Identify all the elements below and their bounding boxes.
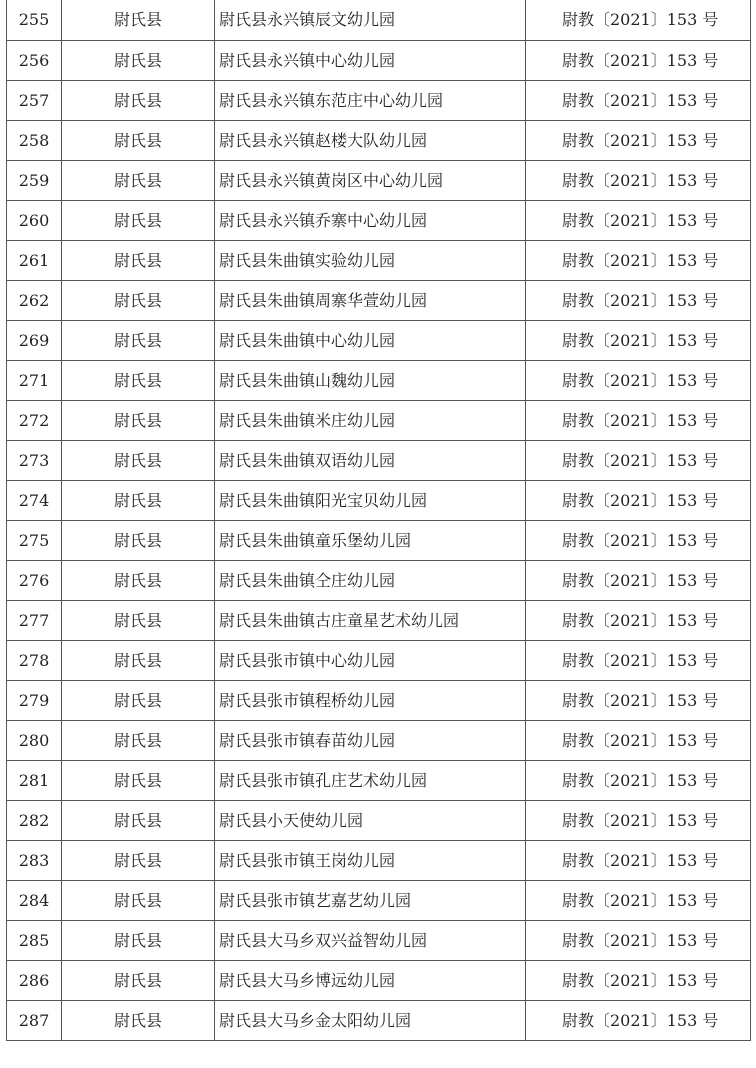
table-row [7,121,751,161]
document-number-cell: 尉教〔2021〕153 号 [526,601,751,641]
county-cell: 尉氏县 [62,81,215,121]
table-row [7,281,751,321]
document-number-cell: 尉教〔2021〕153 号 [526,761,751,801]
row-number: 258 [7,121,62,161]
table-row [7,721,751,761]
county-cell: 尉氏县 [62,921,215,961]
county-cell: 尉氏县 [62,681,215,721]
table-row [7,921,751,961]
document-number-cell: 尉教〔2021〕153 号 [526,81,751,121]
kindergarten-name-cell: 尉氏县永兴镇辰文幼儿园 [215,0,526,41]
document-number-cell: 尉教〔2021〕153 号 [526,921,751,961]
document-number-cell: 尉教〔2021〕153 号 [526,361,751,401]
kindergarten-name-cell: 尉氏县永兴镇赵楼大队幼儿园 [215,121,526,161]
county-cell: 尉氏县 [62,601,215,641]
kindergarten-name-cell: 尉氏县朱曲镇实验幼儿园 [215,241,526,281]
county-cell: 尉氏县 [62,481,215,521]
county-cell: 尉氏县 [62,841,215,881]
document-number-cell: 尉教〔2021〕153 号 [526,281,751,321]
kindergarten-name-cell: 尉氏县张市镇孔庄艺术幼儿园 [215,761,526,801]
table-row [7,601,751,641]
row-number: 276 [7,561,62,601]
document-number-cell: 尉教〔2021〕153 号 [526,681,751,721]
table-row [7,321,751,361]
county-cell: 尉氏县 [62,41,215,81]
table-row [7,0,751,41]
row-number: 278 [7,641,62,681]
kindergarten-name-cell: 尉氏县朱曲镇周寨华萱幼儿园 [215,281,526,321]
table-row [7,521,751,561]
kindergarten-name-cell: 尉氏县朱曲镇仝庄幼儿园 [215,561,526,601]
document-number-cell: 尉教〔2021〕153 号 [526,881,751,921]
document-number-cell: 尉教〔2021〕153 号 [526,41,751,81]
document-number-cell: 尉教〔2021〕153 号 [526,721,751,761]
document-number-cell: 尉教〔2021〕153 号 [526,121,751,161]
county-cell: 尉氏县 [62,321,215,361]
row-number: 256 [7,41,62,81]
document-number-cell: 尉教〔2021〕153 号 [526,521,751,561]
kindergarten-name-cell: 尉氏县张市镇中心幼儿园 [215,641,526,681]
table-row [7,201,751,241]
document-number-cell: 尉教〔2021〕153 号 [526,441,751,481]
table-row [7,161,751,201]
row-number: 269 [7,321,62,361]
row-number: 287 [7,1001,62,1041]
row-number: 286 [7,961,62,1001]
county-cell: 尉氏县 [62,561,215,601]
table-row [7,441,751,481]
county-cell: 尉氏县 [62,241,215,281]
county-cell: 尉氏县 [62,721,215,761]
document-number-cell: 尉教〔2021〕153 号 [526,0,751,41]
county-cell: 尉氏县 [62,441,215,481]
row-number: 272 [7,401,62,441]
document-number-cell: 尉教〔2021〕153 号 [526,401,751,441]
county-cell: 尉氏县 [62,961,215,1001]
row-number: 280 [7,721,62,761]
county-cell: 尉氏县 [62,0,215,41]
document-page [6,0,750,1041]
kindergarten-name-cell: 尉氏县永兴镇黄岗区中心幼儿园 [215,161,526,201]
table-row [7,881,751,921]
table-row [7,481,751,521]
row-number: 281 [7,761,62,801]
county-cell: 尉氏县 [62,281,215,321]
row-number: 271 [7,361,62,401]
document-number-cell: 尉教〔2021〕153 号 [526,841,751,881]
county-cell: 尉氏县 [62,121,215,161]
document-number-cell: 尉教〔2021〕153 号 [526,481,751,521]
table-row [7,361,751,401]
kindergarten-name-cell: 尉氏县永兴镇中心幼儿园 [215,41,526,81]
row-number: 277 [7,601,62,641]
row-number: 283 [7,841,62,881]
table-row [7,681,751,721]
document-number-cell: 尉教〔2021〕153 号 [526,201,751,241]
row-number: 279 [7,681,62,721]
table-row [7,561,751,601]
kindergarten-name-cell: 尉氏县朱曲镇童乐堡幼儿园 [215,521,526,561]
county-cell: 尉氏县 [62,161,215,201]
kindergarten-name-cell: 尉氏县张市镇春苗幼儿园 [215,721,526,761]
kindergarten-name-cell: 尉氏县朱曲镇山魏幼儿园 [215,361,526,401]
county-cell: 尉氏县 [62,361,215,401]
kindergarten-name-cell: 尉氏县朱曲镇中心幼儿园 [215,321,526,361]
kindergarten-name-cell: 尉氏县大马乡双兴益智幼儿园 [215,921,526,961]
county-cell: 尉氏县 [62,641,215,681]
document-number-cell: 尉教〔2021〕153 号 [526,241,751,281]
kindergarten-name-cell: 尉氏县张市镇王岗幼儿园 [215,841,526,881]
kindergarten-name-cell: 尉氏县小天使幼儿园 [215,801,526,841]
county-cell: 尉氏县 [62,881,215,921]
table-row [7,81,751,121]
document-number-cell: 尉教〔2021〕153 号 [526,641,751,681]
kindergarten-name-cell: 尉氏县张市镇程桥幼儿园 [215,681,526,721]
table-row [7,41,751,81]
row-number: 257 [7,81,62,121]
county-cell: 尉氏县 [62,801,215,841]
row-number: 274 [7,481,62,521]
table-row [7,801,751,841]
table-row [7,241,751,281]
kindergarten-name-cell: 尉氏县朱曲镇双语幼儿园 [215,441,526,481]
kindergarten-name-cell: 尉氏县朱曲镇古庄童星艺术幼儿园 [215,601,526,641]
kindergarten-name-cell: 尉氏县大马乡金太阳幼儿园 [215,1001,526,1041]
document-number-cell: 尉教〔2021〕153 号 [526,961,751,1001]
table-row [7,841,751,881]
table-row [7,961,751,1001]
table-row [7,1001,751,1041]
row-number: 273 [7,441,62,481]
row-number: 255 [7,0,62,41]
row-number: 262 [7,281,62,321]
county-cell: 尉氏县 [62,1001,215,1041]
table-row [7,641,751,681]
kindergarten-name-cell: 尉氏县永兴镇东范庄中心幼儿园 [215,81,526,121]
row-number: 285 [7,921,62,961]
document-number-cell: 尉教〔2021〕153 号 [526,321,751,361]
row-number: 282 [7,801,62,841]
row-number: 284 [7,881,62,921]
row-number: 275 [7,521,62,561]
document-number-cell: 尉教〔2021〕153 号 [526,161,751,201]
kindergarten-table [6,0,751,1041]
county-cell: 尉氏县 [62,761,215,801]
row-number: 260 [7,201,62,241]
kindergarten-name-cell: 尉氏县张市镇艺嘉艺幼儿园 [215,881,526,921]
row-number: 261 [7,241,62,281]
document-number-cell: 尉教〔2021〕153 号 [526,561,751,601]
row-number: 259 [7,161,62,201]
kindergarten-name-cell: 尉氏县大马乡博远幼儿园 [215,961,526,1001]
kindergarten-name-cell: 尉氏县朱曲镇阳光宝贝幼儿园 [215,481,526,521]
table-row [7,401,751,441]
county-cell: 尉氏县 [62,521,215,561]
kindergarten-name-cell: 尉氏县永兴镇乔寨中心幼儿园 [215,201,526,241]
kindergarten-name-cell: 尉氏县朱曲镇米庄幼儿园 [215,401,526,441]
table-body [7,0,751,1041]
document-number-cell: 尉教〔2021〕153 号 [526,1001,751,1041]
county-cell: 尉氏县 [62,201,215,241]
document-number-cell: 尉教〔2021〕153 号 [526,801,751,841]
county-cell: 尉氏县 [62,401,215,441]
table-row [7,761,751,801]
